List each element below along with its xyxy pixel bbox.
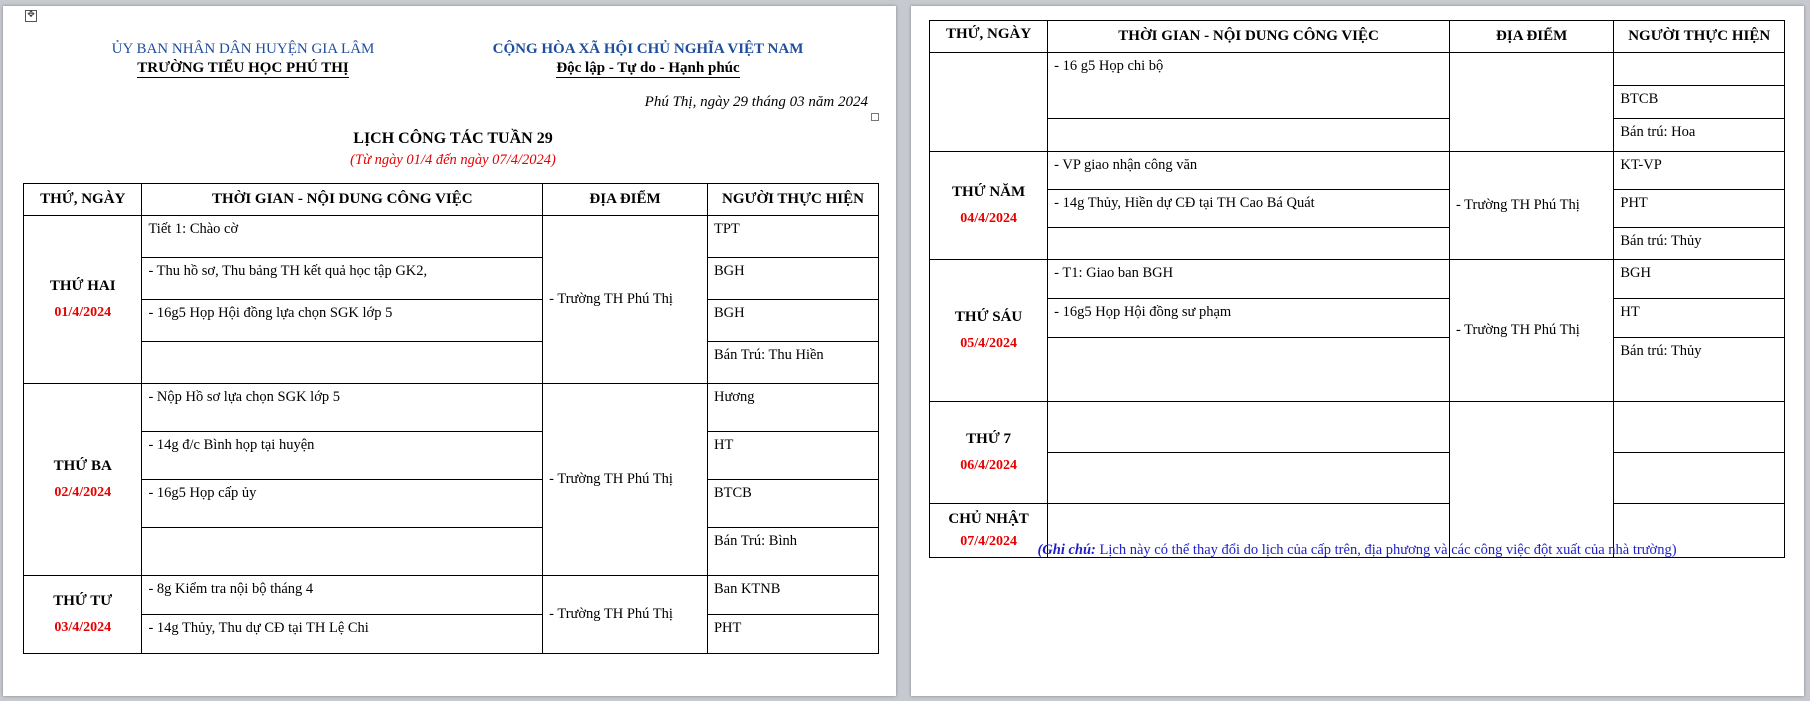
column-header-person: NGƯỜI THỰC HIỆN	[707, 184, 878, 216]
day-cell-wednesday-continued	[930, 53, 1048, 152]
document-page-2	[911, 6, 1804, 696]
day-name: THỨ TƯ	[53, 593, 113, 609]
day-date: 02/4/2024	[54, 485, 112, 500]
task-cell[interactable]: - Thu hồ sơ, Thu bảng TH kết quả học tập GK2,	[142, 258, 543, 300]
person-cell[interactable]: BTCB	[707, 480, 878, 528]
person-cell[interactable]: HT	[707, 432, 878, 480]
column-header-location: ĐỊA ĐIỂM	[543, 184, 708, 216]
day-cell-thursday	[930, 152, 1048, 260]
day-date: 01/4/2024	[54, 305, 112, 320]
task-cell[interactable]: - 16g5 Họp Hội đồng sư phạm	[1048, 299, 1450, 338]
task-cell[interactable]	[1048, 402, 1450, 453]
person-cell[interactable]: TPT	[707, 216, 878, 258]
task-cell[interactable]: - 16g5 Họp cấp ủy	[142, 480, 543, 528]
task-cell[interactable]	[1048, 338, 1450, 402]
org-header	[83, 40, 403, 78]
task-cell[interactable]: - 14g Thủy, Hiền dự CĐ tại TH Cao Bá Quát	[1048, 190, 1450, 228]
person-cell[interactable]	[1614, 53, 1785, 86]
day-name: CHỦ NHẬT	[948, 511, 1029, 527]
location-cell[interactable]: - Trường TH Phú Thị	[543, 216, 708, 384]
person-cell[interactable]: BGH	[707, 300, 878, 342]
column-header-day: THỨ, NGÀY	[930, 21, 1048, 53]
place-date: Phú Thị, ngày 29 tháng 03 năm 2024	[644, 94, 868, 110]
task-cell[interactable]: Tiết 1: Chào cờ	[142, 216, 543, 258]
person-cell[interactable]: Bán trú: Thủy	[1614, 338, 1785, 402]
location-cell[interactable]	[1449, 53, 1613, 152]
task-cell[interactable]: - 16g5 Họp Hội đồng lựa chọn SGK lớp 5	[142, 300, 543, 342]
day-cell-tuesday	[24, 384, 142, 576]
day-name: THỨ BA	[53, 458, 112, 474]
column-header-task: THỜI GIAN - NỘI DUNG CÔNG VIỆC	[1048, 21, 1450, 53]
person-cell[interactable]: PHT	[1614, 190, 1785, 228]
person-cell[interactable]: Bán trú: Hoa	[1614, 119, 1785, 152]
task-cell[interactable]: - T1: Giao ban BGH	[1048, 260, 1450, 299]
schedule-table-page-1	[23, 183, 879, 654]
person-cell[interactable]: Bán Trú: Bình	[707, 528, 878, 576]
day-cell-friday	[930, 260, 1048, 402]
task-cell[interactable]	[142, 528, 543, 576]
task-cell[interactable]	[142, 342, 543, 384]
nation-header	[483, 40, 813, 78]
person-cell[interactable]: KT-VP	[1614, 152, 1785, 190]
column-header-person: NGƯỜI THỰC HIỆN	[1614, 21, 1785, 53]
task-cell[interactable]: - Nộp Hồ sơ lựa chọn SGK lớp 5	[142, 384, 543, 432]
note-label: (Ghi chú:	[1037, 542, 1096, 558]
table-move-handle-icon[interactable]: ✥	[25, 10, 37, 22]
schedule-title: LỊCH CÔNG TÁC TUẦN 29	[353, 130, 553, 147]
person-cell[interactable]: Hương	[707, 384, 878, 432]
day-date: 03/4/2024	[54, 620, 112, 635]
person-cell[interactable]	[1614, 453, 1785, 504]
person-cell[interactable]	[1614, 402, 1785, 453]
person-cell[interactable]: BGH	[1614, 260, 1785, 299]
location-cell[interactable]: - Trường TH Phú Thị	[543, 576, 708, 654]
schedule-subtitle: (Từ ngày 01/4 đến ngày 07/4/2024)	[350, 152, 556, 168]
person-cell[interactable]: BTCB	[1614, 86, 1785, 119]
task-cell[interactable]	[1048, 228, 1450, 260]
org-line-1: ỦY BAN NHÂN DÂN HUYỆN GIA LÂM	[111, 41, 375, 57]
nation-line-2: Độc lập - Tự do - Hạnh phúc	[556, 60, 740, 76]
person-cell[interactable]: PHT	[707, 615, 878, 654]
note-text: Lịch này có thể thay đổi do lịch của cấp trên, địa phương và các công việc đột xuất của nhà trường)	[1095, 542, 1677, 558]
schedule-table-page-2	[929, 20, 1785, 558]
document-page-1	[3, 6, 896, 696]
person-cell[interactable]: BGH	[707, 258, 878, 300]
task-cell[interactable]: - 8g Kiểm tra nội bộ tháng 4	[142, 576, 543, 615]
schedule-note	[929, 542, 1785, 559]
task-cell[interactable]: - 14g Thủy, Thu dự CĐ tại TH Lệ Chi	[142, 615, 543, 654]
day-name: THỨ NĂM	[951, 184, 1026, 200]
column-header-location: ĐỊA ĐIỂM	[1449, 21, 1613, 53]
task-cell[interactable]: - 16 g5 Họp chi bộ	[1048, 53, 1450, 119]
task-cell[interactable]	[1048, 119, 1450, 152]
day-date: 05/4/2024	[960, 336, 1017, 351]
day-cell-wednesday	[24, 576, 142, 654]
task-cell[interactable]: - 14g đ/c Bình họp tại huyện	[142, 432, 543, 480]
person-cell[interactable]: HT	[1614, 299, 1785, 338]
task-cell[interactable]	[1048, 453, 1450, 504]
day-date: 06/4/2024	[960, 458, 1017, 473]
column-header-task: THỜI GIAN - NỘI DUNG CÔNG VIỆC	[142, 184, 543, 216]
person-cell[interactable]: Ban KTNB	[707, 576, 878, 615]
day-date: 04/4/2024	[960, 211, 1017, 226]
nation-line-1: CỘNG HÒA XÃ HỘI CHỦ NGHĨA VIỆT NAM	[492, 41, 804, 57]
task-cell[interactable]: - VP giao nhận công văn	[1048, 152, 1450, 190]
location-cell[interactable]: - Trường TH Phú Thị	[1449, 152, 1613, 260]
day-name: THỨ HAI	[49, 278, 116, 294]
day-name: THỨ 7	[966, 431, 1012, 447]
location-cell[interactable]: - Trường TH Phú Thị	[543, 384, 708, 576]
location-cell[interactable]: - Trường TH Phú Thị	[1449, 260, 1613, 402]
column-header-day: THỨ, NGÀY	[24, 184, 142, 216]
day-cell-monday	[24, 216, 142, 384]
person-cell[interactable]: Bán trú: Thủy	[1614, 228, 1785, 260]
resize-handle[interactable]	[871, 113, 879, 121]
day-date: 07/4/2024	[960, 534, 1017, 549]
day-cell-saturday	[930, 402, 1048, 504]
org-line-2: TRƯỜNG TIỂU HỌC PHÚ THỊ	[137, 60, 349, 76]
day-name: THỨ SÁU	[954, 309, 1023, 325]
person-cell[interactable]: Bán Trú: Thu Hiền	[707, 342, 878, 384]
location-cell[interactable]	[1449, 402, 1613, 558]
